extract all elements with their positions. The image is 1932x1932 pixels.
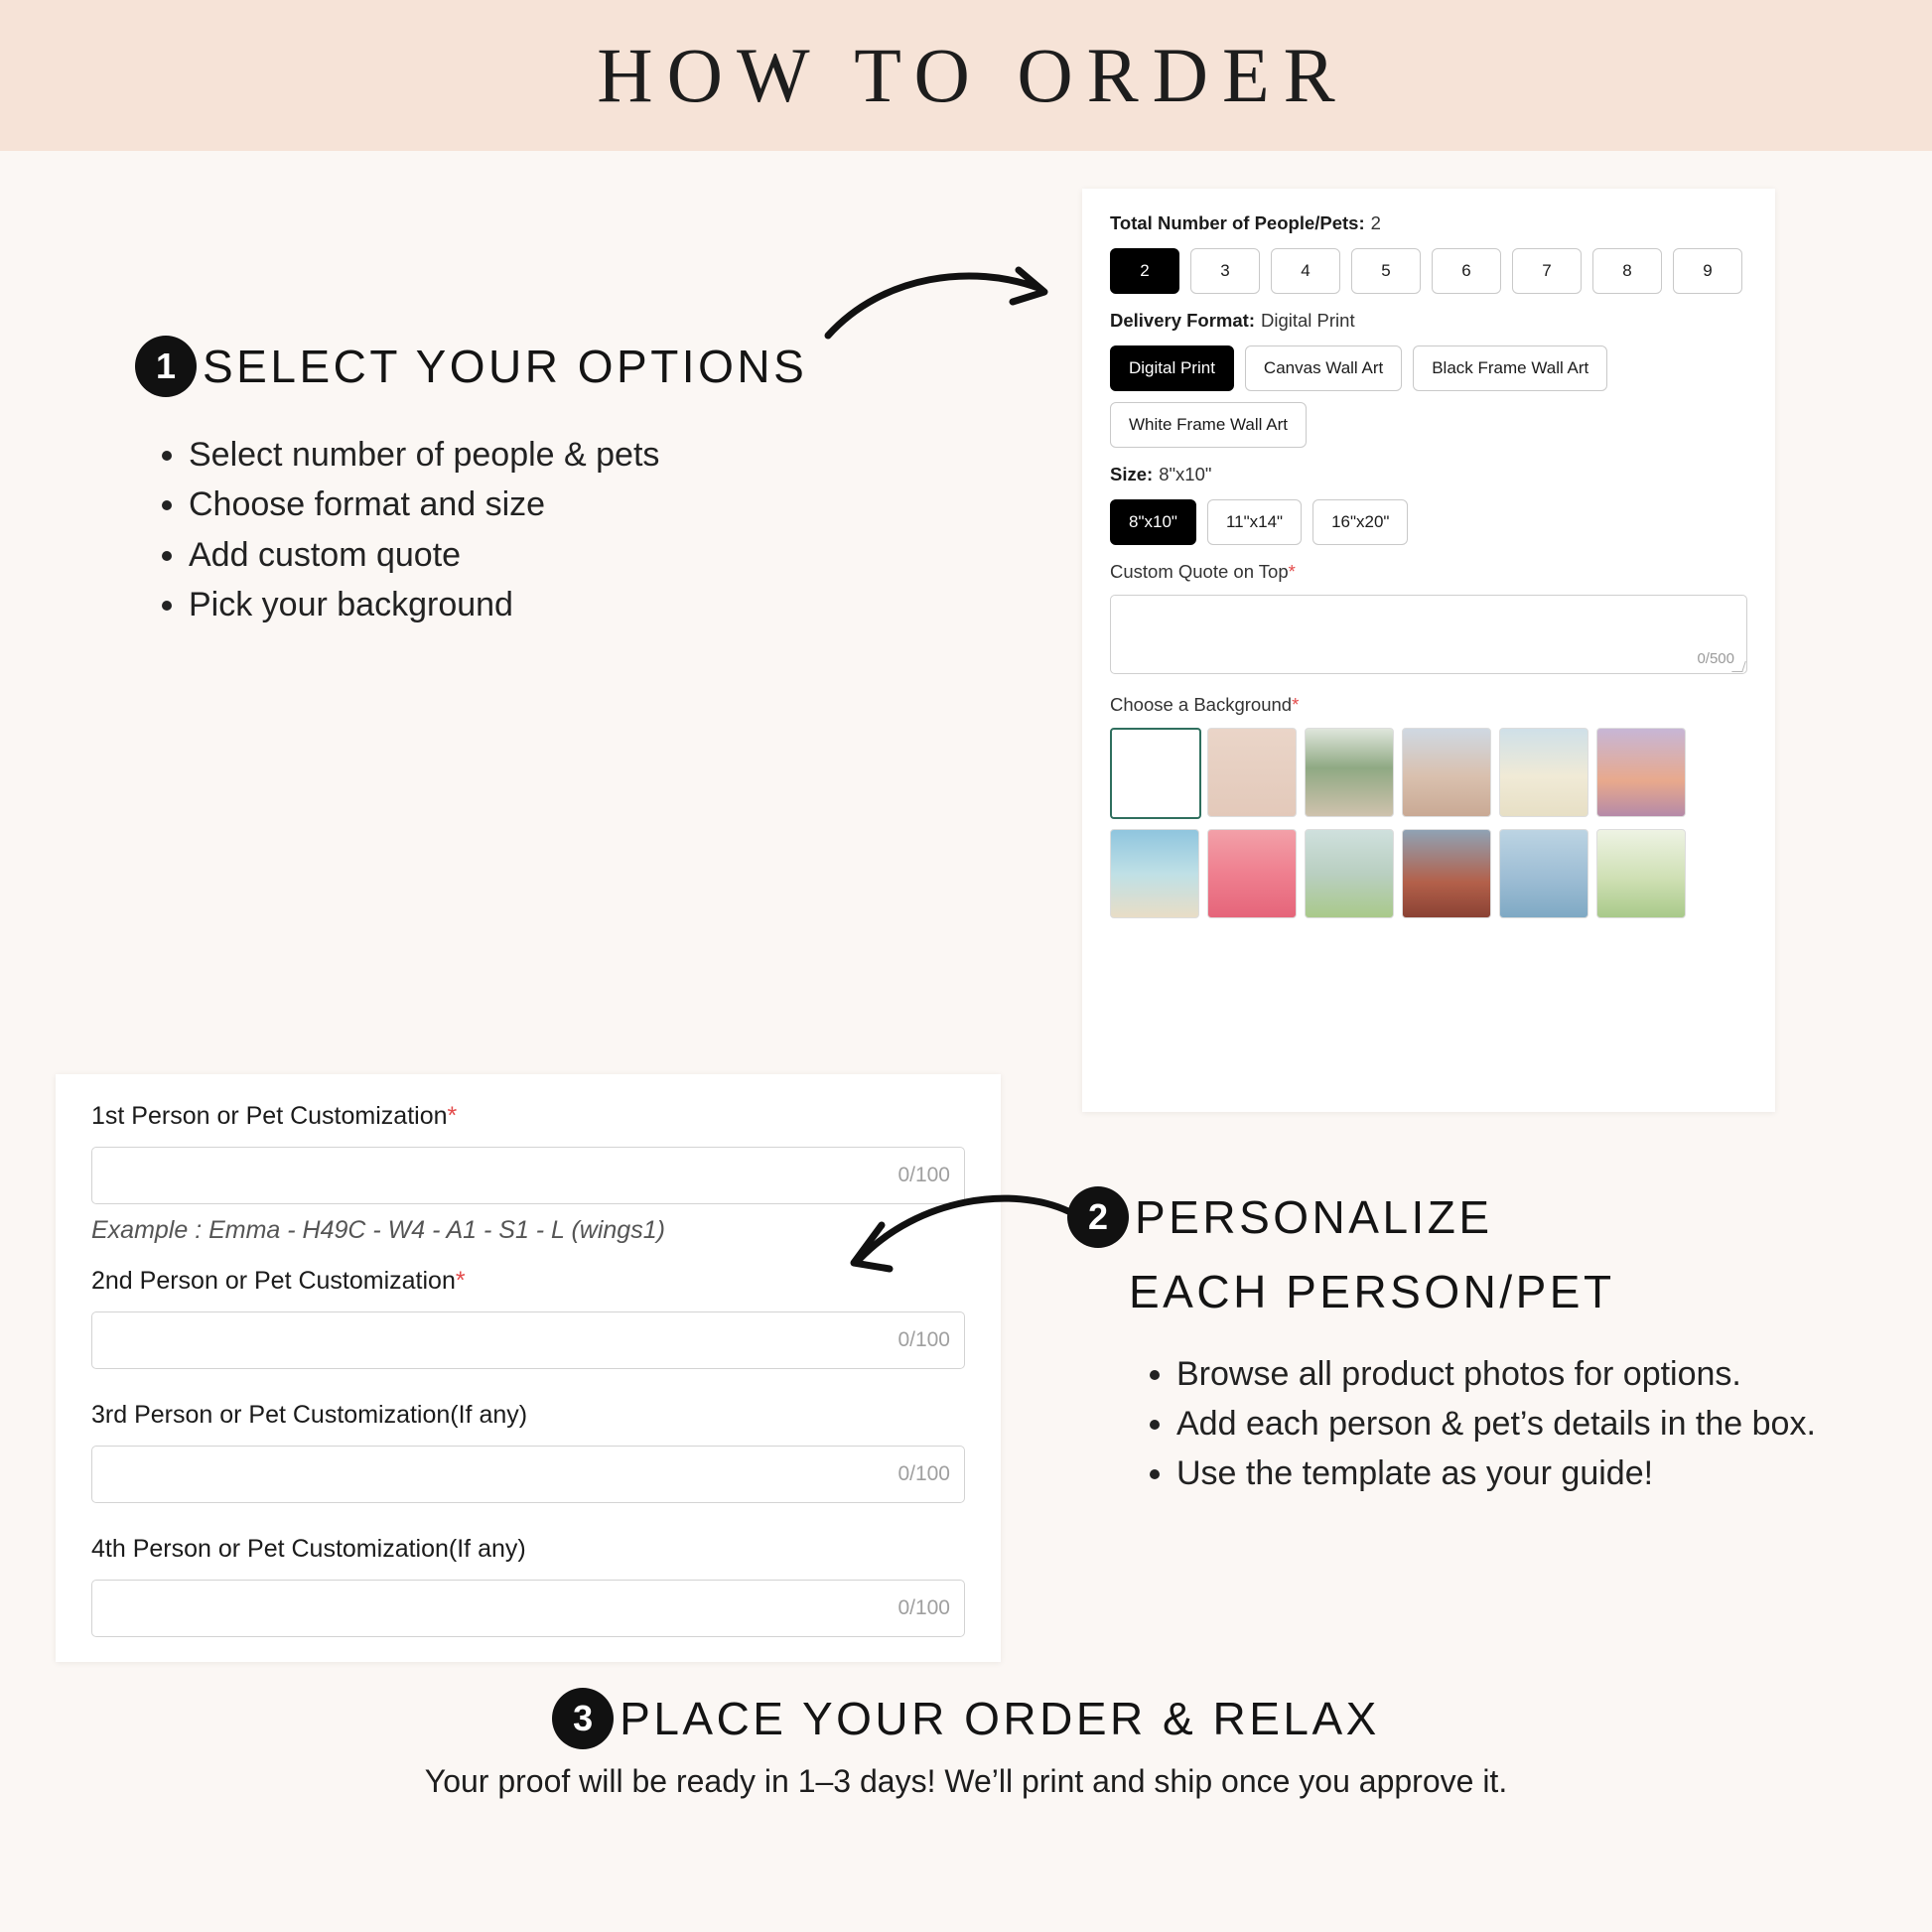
person-3-input[interactable] [91, 1446, 965, 1503]
person-4-label [91, 1535, 965, 1564]
custom-quote-label [1110, 561, 1747, 583]
person-1-required-mark: * [447, 1102, 458, 1130]
options-panel [1082, 189, 1775, 1112]
people-count-chips [1110, 248, 1747, 294]
custom-quote-label-text: Custom Quote on Top [1110, 561, 1289, 582]
resize-grip-icon[interactable] [1731, 661, 1746, 672]
people-count-value: 2 [1370, 212, 1381, 233]
page-header [0, 0, 1932, 151]
size-label-text: Size: [1110, 464, 1154, 484]
personalization-panel [56, 1074, 1001, 1662]
format-chip-white-frame-wall-art[interactable]: White Frame Wall Art [1110, 402, 1307, 448]
background-swatch-grid [1110, 728, 1747, 918]
people-chip-6[interactable]: 6 [1432, 248, 1501, 294]
size-value: 8"x10" [1159, 464, 1212, 484]
custom-quote-input[interactable] [1110, 595, 1747, 674]
step-one-heading [135, 336, 929, 397]
step-three-badge: 3 [552, 1688, 614, 1749]
delivery-format-chips [1110, 345, 1747, 448]
format-chip-digital-print[interactable]: Digital Print [1110, 345, 1234, 391]
custom-quote-required-mark: * [1288, 561, 1296, 582]
background-label [1110, 694, 1747, 716]
background-swatch-pink-sunset[interactable] [1207, 829, 1297, 918]
person-2-input[interactable] [91, 1311, 965, 1369]
background-swatch-forest-path[interactable] [1305, 728, 1394, 817]
step-two-heading [1067, 1186, 1901, 1248]
background-swatch-desert-canyon[interactable] [1402, 728, 1491, 817]
background-swatch-blue-peaks[interactable] [1499, 829, 1588, 918]
list-item: • Select number of people & pets [189, 431, 929, 479]
background-swatch-green-meadow[interactable] [1596, 829, 1686, 918]
people-count-label-text: Total Number of People/Pets: [1110, 212, 1365, 233]
people-count-label [1110, 212, 1747, 234]
step-three-section [0, 1688, 1932, 1800]
size-chip-16x20[interactable]: 16"x20" [1312, 499, 1408, 545]
step-two-title-line1: PERSONALIZE [1135, 1191, 1493, 1243]
step-two-bullets [1067, 1350, 1901, 1498]
step-two-section [1067, 1186, 1901, 1500]
list-item: • Add each person & pet’s details in the box. [1176, 1400, 1901, 1448]
step-one-bullets [135, 431, 929, 628]
person-2-counter: 0/100 [897, 1328, 950, 1351]
background-label-text: Choose a Background [1110, 694, 1293, 715]
background-swatch-mountain-lake[interactable] [1305, 829, 1394, 918]
size-label [1110, 464, 1747, 485]
people-chip-5[interactable]: 5 [1351, 248, 1421, 294]
background-swatch-pale-field[interactable] [1499, 728, 1588, 817]
people-chip-3[interactable]: 3 [1190, 248, 1260, 294]
delivery-format-value: Digital Print [1261, 310, 1355, 331]
delivery-format-label [1110, 310, 1747, 332]
format-chip-black-frame-wall-art[interactable]: Black Frame Wall Art [1413, 345, 1607, 391]
person-3-label [91, 1401, 965, 1430]
background-swatch-violet-sunset[interactable] [1596, 728, 1686, 817]
step-three-title: PLACE YOUR ORDER & RELAX [620, 1693, 1380, 1744]
list-item: • Choose format and size [189, 481, 929, 528]
list-item: • Use the template as your guide! [1176, 1449, 1901, 1497]
person-1-label [91, 1102, 965, 1131]
step-one-badge: 1 [135, 336, 197, 397]
list-item: • Browse all product photos for options. [1176, 1350, 1901, 1398]
curved-arrow-left-icon [824, 1191, 1072, 1281]
people-chip-2[interactable]: 2 [1110, 248, 1179, 294]
step-two-badge: 2 [1067, 1186, 1129, 1248]
background-swatch-plain-white[interactable] [1110, 728, 1201, 819]
step-one-section [135, 336, 929, 630]
step-two-title-line2: EACH PERSON/PET [1129, 1266, 1615, 1317]
step-three-heading [552, 1688, 1380, 1749]
person-3-counter: 0/100 [897, 1462, 950, 1485]
people-chip-8[interactable]: 8 [1592, 248, 1662, 294]
person-1-counter: 0/100 [897, 1164, 950, 1186]
size-chip-11x14[interactable]: 11"x14" [1207, 499, 1302, 545]
format-chip-canvas-wall-art[interactable]: Canvas Wall Art [1245, 345, 1402, 391]
list-item: • Add custom quote [189, 531, 929, 579]
background-swatch-blush-beige[interactable] [1207, 728, 1297, 817]
step-three-subtitle: Your proof will be ready in 1–3 days! We’ll print and ship once you approve it. [424, 1763, 1508, 1799]
size-chip-8x10[interactable]: 8"x10" [1110, 499, 1196, 545]
curved-arrow-icon [824, 266, 1072, 355]
person-2-required-mark: * [455, 1267, 466, 1295]
person-4-label-text: 4th Person or Pet Customization(If any) [91, 1535, 526, 1563]
delivery-format-label-text: Delivery Format: [1110, 310, 1255, 331]
people-chip-4[interactable]: 4 [1271, 248, 1340, 294]
page-title: HOW TO ORDER [597, 32, 1349, 118]
background-swatch-red-mountains[interactable] [1402, 829, 1491, 918]
person-2-label-text: 2nd Person or Pet Customization [91, 1267, 456, 1295]
step-one-title: SELECT YOUR OPTIONS [203, 341, 808, 392]
person-1-label-text: 1st Person or Pet Customization [91, 1102, 448, 1130]
custom-quote-counter: 0/500 [1697, 650, 1734, 667]
background-required-mark: * [1292, 694, 1300, 715]
people-chip-9[interactable]: 9 [1673, 248, 1742, 294]
person-1-example: Example : Emma - H49C - W4 - A1 - S1 - L (wings1) [91, 1216, 665, 1244]
person-4-input[interactable] [91, 1580, 965, 1637]
list-item: • Pick your background [189, 581, 929, 628]
person-3-label-text: 3rd Person or Pet Customization(If any) [91, 1401, 528, 1429]
person-4-counter: 0/100 [897, 1596, 950, 1619]
size-chips [1110, 499, 1747, 545]
people-chip-7[interactable]: 7 [1512, 248, 1582, 294]
background-swatch-beach-shore[interactable] [1110, 829, 1199, 918]
